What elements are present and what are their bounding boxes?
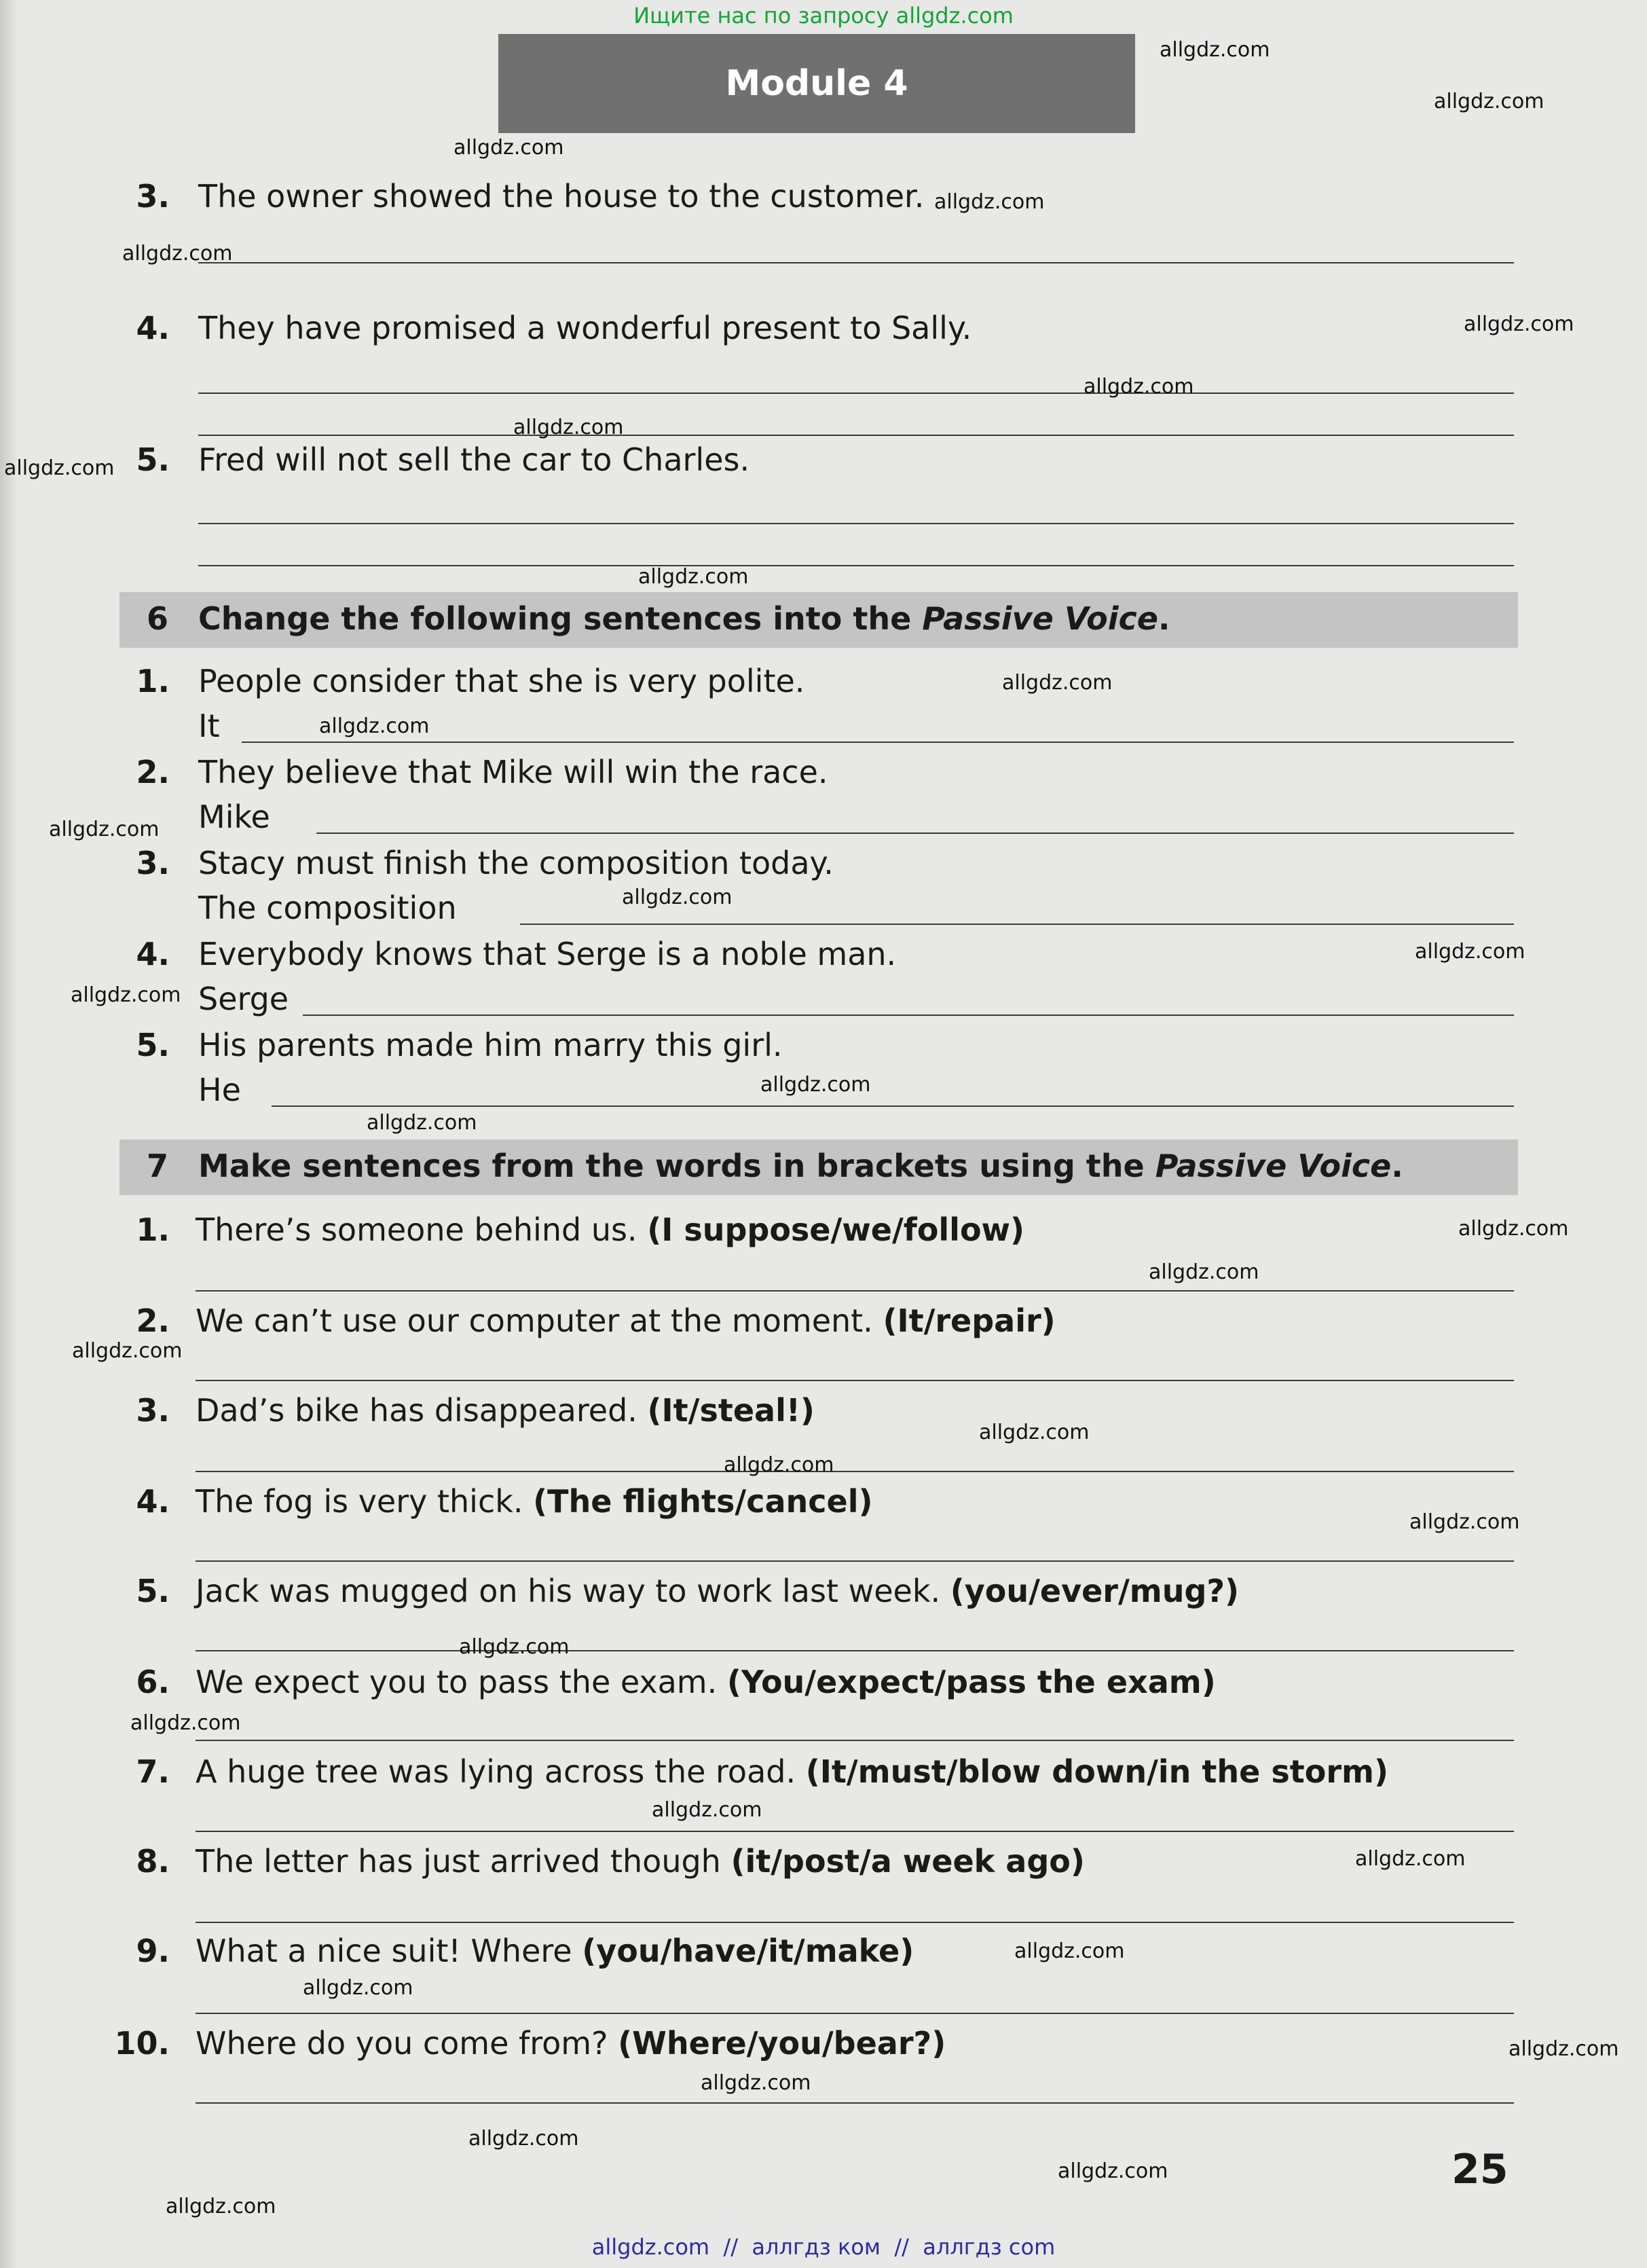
sentence: The fog is very thick. (The flights/cancel) (196, 1483, 873, 1520)
answer-line (520, 923, 1514, 925)
sentence: The letter has just arrived though (it/post/a week ago) (196, 1843, 1085, 1880)
site-banner: Ищите нас по запросу allgdz.com (633, 3, 1014, 29)
item-number: 1. (136, 663, 170, 699)
item-number: 4. (136, 310, 170, 346)
watermark: allgdz.com (513, 416, 624, 439)
sentence: We can’t use our computer at the moment. (It/repair) (196, 1302, 1056, 1339)
answer-line (198, 262, 1514, 263)
sentence: We expect you to pass the exam. (You/expect/pass the exam) (196, 1664, 1216, 1700)
watermark: allgdz.com (724, 1453, 834, 1477)
watermark: allgdz.com (1458, 1217, 1569, 1241)
item-number: 10. (114, 2025, 170, 2062)
watermark: allgdz.com (1464, 312, 1574, 336)
sentence: Everybody knows that Serge is a noble man. (198, 936, 897, 972)
watermark: allgdz.com (1014, 1939, 1125, 1963)
watermark: allgdz.com (4, 456, 115, 480)
sentence: They have promised a wonderful present to Sally. (198, 310, 972, 346)
answer-line (198, 392, 1514, 394)
watermark: allgdz.com (1084, 375, 1194, 399)
sentence: The owner showed the house to the customer. (198, 178, 925, 215)
answer-starter: The composition (198, 890, 457, 926)
item-number: 5. (136, 441, 170, 478)
watermark: allgdz.com (1409, 1510, 1520, 1534)
answer-line (196, 1471, 1514, 1472)
answer-line (198, 565, 1514, 566)
sentence: Jack was mugged on his way to work last week. (you/ever/mug?) (196, 1573, 1240, 1609)
answer-starter: He (198, 1072, 241, 1108)
watermark: allgdz.com (760, 1073, 871, 1097)
answer-line (196, 1650, 1514, 1651)
watermark: allgdz.com (638, 565, 749, 589)
watermark: allgdz.com (979, 1421, 1090, 1444)
item-number: 6. (136, 1664, 170, 1700)
watermark: allgdz.com (130, 1711, 241, 1735)
watermark: allgdz.com (652, 1798, 762, 1822)
watermark: allgdz.com (319, 714, 430, 738)
item-number: 9. (136, 1933, 170, 1969)
section-7-number: 7 (147, 1148, 169, 1184)
watermark: allgdz.com (122, 242, 233, 266)
module-header (498, 34, 1135, 133)
footer-separator: // (894, 2234, 909, 2260)
item-number: 8. (136, 1843, 170, 1880)
sentence: Where do you come from? (Where/you/bear?) (196, 2025, 946, 2062)
item-number: 3. (136, 178, 170, 215)
sentence: His parents made him marry this girl. (198, 1027, 783, 1063)
item-number: 1. (136, 1211, 170, 1248)
answer-line (303, 1014, 1514, 1016)
watermark: allgdz.com (1058, 2159, 1168, 2183)
answer-starter: It (198, 708, 220, 744)
section-6-title: Change the following sentences into the Passive Voice. (198, 600, 1170, 637)
answer-line (196, 1922, 1514, 1923)
watermark: allgdz.com (1434, 90, 1544, 113)
sentence: A huge tree was lying across the road. (It/must/blow down/in the storm) (196, 1753, 1388, 1790)
answer-line (316, 833, 1514, 834)
item-number: 5. (136, 1027, 170, 1063)
sentence: People consider that she is very polite. (198, 663, 805, 699)
sentence: Fred will not sell the car to Charles. (198, 441, 750, 478)
sentence: There’s someone behind us. (I suppose/we/follow) (196, 1211, 1025, 1248)
page-edge-shadow (0, 0, 18, 2268)
item-number: 4. (136, 1483, 170, 1520)
watermark: allgdz.com (72, 1339, 183, 1363)
watermark: allgdz.com (459, 1635, 570, 1659)
sentence: They believe that Mike will win the race. (198, 754, 828, 790)
watermark: allgdz.com (303, 1976, 413, 2000)
watermark: allgdz.com (71, 983, 181, 1007)
section-6-number: 6 (147, 600, 169, 637)
item-number: 2. (136, 1302, 170, 1339)
footer-link[interactable]: аллгдз ком (752, 2234, 881, 2260)
watermark: allgdz.com (166, 2195, 276, 2218)
item-number: 7. (136, 1753, 170, 1790)
footer-link[interactable]: allgdz.com (591, 2234, 710, 2260)
watermark: allgdz.com (1509, 2037, 1619, 2061)
sentence: Dad’s bike has disappeared. (It/steal!) (196, 1392, 815, 1429)
watermark: allgdz.com (454, 136, 564, 160)
item-number: 3. (136, 845, 170, 881)
watermark: allgdz.com (1002, 671, 1113, 695)
answer-line (198, 435, 1514, 436)
answer-starter: Serge (198, 981, 289, 1017)
sentence: Stacy must finish the composition today. (198, 845, 834, 881)
watermark: allgdz.com (1149, 1260, 1259, 1284)
item-number: 2. (136, 754, 170, 790)
answer-line (196, 1740, 1514, 1741)
footer-separator: // (723, 2234, 738, 2260)
answer-starter: Mike (198, 799, 270, 835)
watermark: allgdz.com (468, 2127, 579, 2151)
answer-line (196, 1831, 1514, 1832)
answer-line (196, 1290, 1514, 1292)
watermark: allgdz.com (49, 818, 160, 841)
watermark: allgdz.com (701, 2071, 811, 2095)
answer-line (196, 2102, 1514, 2104)
footer-link[interactable]: аллгдз com (923, 2234, 1056, 2260)
item-number: 3. (136, 1392, 170, 1429)
answer-line (196, 1560, 1514, 1562)
watermark: allgdz.com (1355, 1847, 1466, 1871)
page-number: 25 (1451, 2146, 1509, 2193)
item-number: 4. (136, 936, 170, 972)
footer-links (0, 2234, 1647, 2260)
answer-line (272, 1105, 1514, 1107)
answer-line (196, 1380, 1514, 1381)
module-title: Module 4 (725, 63, 908, 104)
sentence: What a nice suit! Where (you/have/it/make) (196, 1933, 914, 1969)
watermark: allgdz.com (622, 885, 733, 909)
answer-line (242, 742, 1514, 743)
watermark: allgdz.com (1415, 940, 1525, 964)
answer-line (196, 2013, 1514, 2014)
watermark: allgdz.com (367, 1111, 477, 1135)
watermark: allgdz.com (934, 190, 1045, 214)
answer-line (198, 523, 1514, 524)
item-number: 5. (136, 1573, 170, 1609)
watermark: allgdz.com (1160, 38, 1270, 62)
section-7-title: Make sentences from the words in brackets using the Passive Voice. (198, 1148, 1403, 1184)
